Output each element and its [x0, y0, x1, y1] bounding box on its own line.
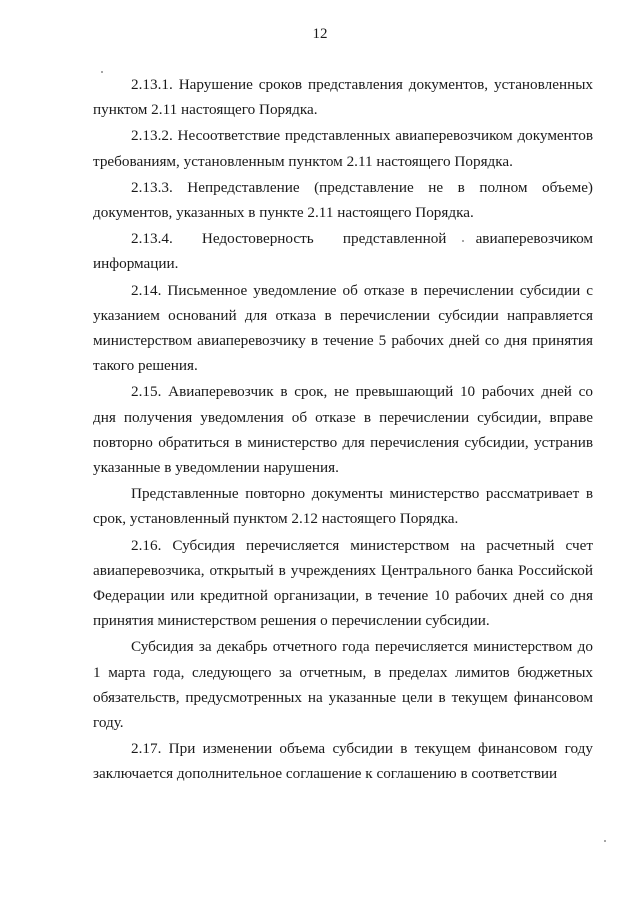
paragraph-2-13-4-first-line [93, 226, 593, 251]
paragraph-2-14: 2.14. Письменное уведомление об отказе в перечислении субсидии с указанием оснований для отказа в перечислении субсидии направляется министерством авиаперевозчику в течение 5 рабочих дней со дня принятия такого решения. [93, 281, 593, 375]
paragraph-2-15: 2.15. Авиаперевозчик в срок, не превышающий 10 рабочих дней со дня получения уведомления об отказе в перечислении субсидии, вправе повторно обратиться в министерство для перечисления субсидии, устранив указанные в уведомлении нарушения. [93, 383, 593, 477]
paragraph-2-13-3: 2.13.3. Непредставление (представление не в полном объеме) документов, указанных в пункте 2.11 настоящего Порядка. [93, 178, 593, 222]
scan-speck [101, 71, 103, 73]
paragraph-2-13-1: 2.13.1. Нарушение сроков представления документов, установленных пунктом 2.11 настоящего Порядка. [93, 76, 593, 119]
paragraph-2-13-4-word: 2.13.4. [131, 230, 173, 248]
paragraph-2-13-4-word: Недостоверность [201, 230, 314, 248]
paragraph-2-13-4 [93, 226, 593, 276]
scan-speck [604, 840, 606, 842]
paragraph-2-15-resubmission: Представленные повторно документы министерство рассматривает в срок, установленный пунктом 2.12 настоящего Порядка. [93, 485, 593, 528]
paragraph-2-16-december: Субсидия за декабрь отчетного года перечисляется министерством до 1 марта года, следующего за отчетным, в пределах лимитов бюджетных обязательств, предусмотренных на указанные цели в текущем финансовом году. [93, 638, 593, 732]
paragraph-2-16: 2.16. Субсидия перечисляется министерством на расчетный счет авиаперевозчика, открытый в учреждениях Центрального банка Российской Федерации или кредитной организации, в течение 10 рабочих дней со дня принятия министерством решения о перечислении субсидии. [93, 536, 593, 630]
paragraph-2-13-4-word: представленной [342, 230, 447, 248]
paragraph-2-13-4-continuation: информации. [93, 255, 179, 273]
paragraph-2-13-4-word: авиаперевозчиком [475, 230, 593, 248]
scan-speck [462, 240, 464, 242]
paragraph-2-17: 2.17. При изменении объема субсидии в текущем финансовом году заключается дополнительное соглашение к соглашению в соответствии [93, 740, 593, 783]
paragraph-2-13-2: 2.13.2. Несоответствие представленных авиаперевозчиком документов требованиям, установленным пунктом 2.11 настоящего Порядка. [93, 127, 593, 170]
document-body [93, 72, 593, 787]
page-number: 12 [312, 26, 328, 42]
